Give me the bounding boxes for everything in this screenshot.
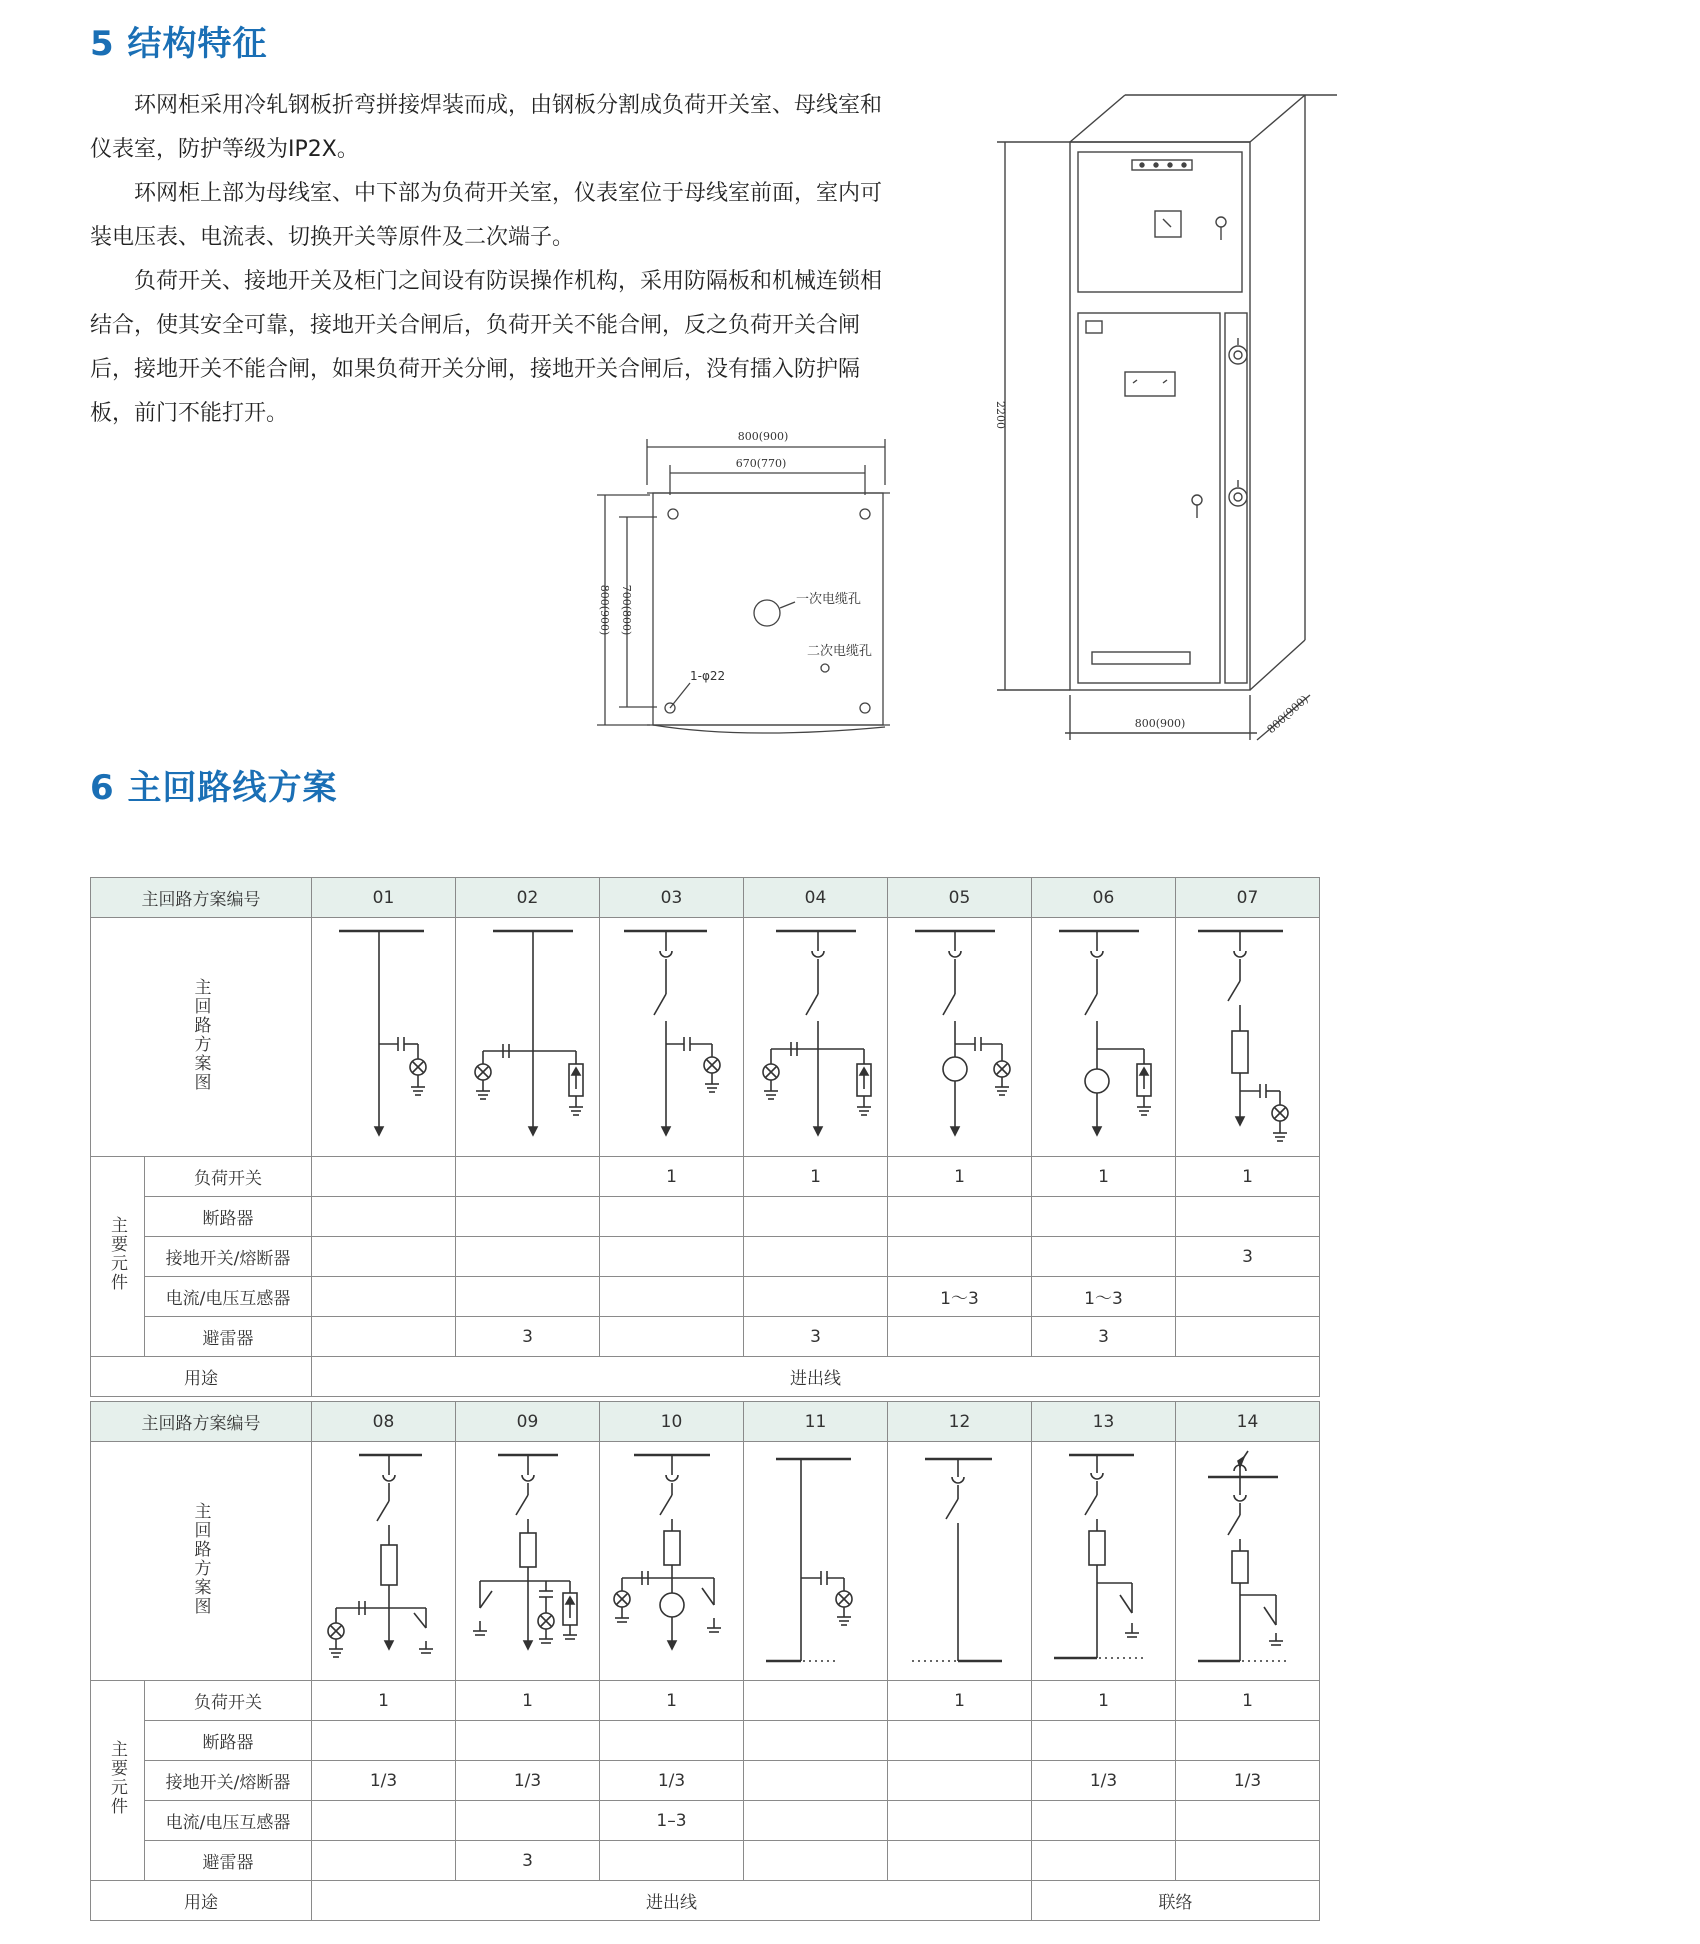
cell: 1 bbox=[312, 1681, 456, 1721]
diagram-label: 主回路方案图 bbox=[190, 977, 211, 1092]
cell: 1 bbox=[888, 1681, 1032, 1721]
dim-width-inner: 670(770) bbox=[735, 457, 787, 470]
circuit-diagram-04 bbox=[746, 919, 886, 1155]
cell bbox=[600, 1841, 744, 1881]
cell bbox=[1032, 1197, 1176, 1237]
cell: 1/3 bbox=[1176, 1761, 1320, 1801]
component-row-transformer bbox=[91, 1801, 1320, 1841]
scheme-number: 06 bbox=[1032, 878, 1176, 918]
circuit-diagram-02 bbox=[458, 919, 598, 1155]
row-label: 接地开关/熔断器 bbox=[145, 1237, 312, 1277]
circuit-diagram-06 bbox=[1034, 919, 1174, 1155]
cell bbox=[600, 1317, 744, 1357]
row-label: 电流/电压互感器 bbox=[145, 1801, 312, 1841]
circuit-diagram-08 bbox=[314, 1443, 454, 1679]
component-row-breaker bbox=[91, 1721, 1320, 1761]
usage-label: 用途 bbox=[91, 1357, 312, 1397]
cell bbox=[1032, 1237, 1176, 1277]
paragraph-2: 环网柜上部为母线室、中下部为负荷开关室，仪表室位于母线室前面，室内可装电压表、电流表、切换开关等原件及二次端子。 bbox=[90, 181, 883, 250]
scheme-number-row bbox=[91, 1402, 1320, 1442]
component-row-breaker bbox=[91, 1197, 1320, 1237]
section-5-body bbox=[90, 84, 890, 436]
usage-value: 进出线 bbox=[312, 1357, 1320, 1397]
cell bbox=[744, 1841, 888, 1881]
cell bbox=[888, 1801, 1032, 1841]
scheme-number: 13 bbox=[1032, 1402, 1176, 1442]
cell: 1 bbox=[888, 1157, 1032, 1197]
diagram-row bbox=[91, 1442, 1320, 1681]
cell bbox=[744, 1801, 888, 1841]
cabinet-front-drawing bbox=[985, 85, 1311, 755]
cell bbox=[312, 1277, 456, 1317]
row-label: 负荷开关 bbox=[145, 1681, 312, 1721]
cell bbox=[456, 1277, 600, 1317]
cell: 1/3 bbox=[1032, 1761, 1176, 1801]
components-label: 主要元件 bbox=[107, 1740, 127, 1816]
cell bbox=[600, 1721, 744, 1761]
usage-value-feeder: 进出线 bbox=[312, 1881, 1032, 1921]
row-label: 断路器 bbox=[145, 1721, 312, 1761]
row-label: 断路器 bbox=[145, 1197, 312, 1237]
circuit-diagram-11 bbox=[746, 1443, 886, 1679]
cell bbox=[456, 1157, 600, 1197]
row-label: 负荷开关 bbox=[145, 1157, 312, 1197]
cell: 1 bbox=[1176, 1157, 1320, 1197]
cell: 1 bbox=[600, 1681, 744, 1721]
cell bbox=[888, 1237, 1032, 1277]
scheme-number: 01 bbox=[312, 878, 456, 918]
cell bbox=[744, 1277, 888, 1317]
cell bbox=[600, 1277, 744, 1317]
dim-depth-outer: 800(900) bbox=[598, 584, 611, 636]
cell: 3 bbox=[744, 1317, 888, 1357]
paragraph-1: 环网柜采用冷轧钢板折弯拼接焊装而成，由钢板分割成负荷开关室、母线室和仪表室，防护等级为IP2X。 bbox=[90, 93, 883, 162]
scheme-number: 02 bbox=[456, 878, 600, 918]
section-5-title: 5 结构特征 bbox=[90, 24, 268, 64]
scheme-number: 11 bbox=[744, 1402, 888, 1442]
usage-row bbox=[91, 1881, 1320, 1921]
scheme-number: 04 bbox=[744, 878, 888, 918]
component-row-arrester bbox=[91, 1841, 1320, 1881]
cell bbox=[312, 1841, 456, 1881]
cell bbox=[1176, 1841, 1320, 1881]
scheme-number: 07 bbox=[1176, 878, 1320, 918]
circuit-diagram-07 bbox=[1178, 919, 1318, 1155]
cell: 1～3 bbox=[1032, 1277, 1176, 1317]
circuit-diagram-14 bbox=[1178, 1443, 1318, 1679]
cell bbox=[1032, 1801, 1176, 1841]
cell: 1–3 bbox=[600, 1801, 744, 1841]
cell: 1/3 bbox=[456, 1761, 600, 1801]
cell bbox=[600, 1197, 744, 1237]
circuit-diagram-01 bbox=[314, 919, 454, 1155]
scheme-number: 05 bbox=[888, 878, 1032, 918]
scheme-number: 14 bbox=[1176, 1402, 1320, 1442]
cell bbox=[744, 1197, 888, 1237]
scheme-number-label: 主回路方案编号 bbox=[91, 1402, 312, 1442]
row-label: 避雷器 bbox=[145, 1317, 312, 1357]
cell bbox=[744, 1721, 888, 1761]
cell bbox=[456, 1801, 600, 1841]
scheme-number-row bbox=[91, 878, 1320, 918]
label-secondary-cable-hole: 二次电缆孔 bbox=[807, 644, 873, 659]
cell: 3 bbox=[456, 1317, 600, 1357]
row-label: 避雷器 bbox=[145, 1841, 312, 1881]
dim-height: 2200 bbox=[994, 401, 1007, 429]
cell bbox=[312, 1237, 456, 1277]
usage-row bbox=[91, 1357, 1320, 1397]
cabinet-plan-drawing bbox=[595, 425, 895, 755]
scheme-number-label: 主回路方案编号 bbox=[91, 878, 312, 918]
scheme-table-2 bbox=[90, 1401, 1320, 1921]
cell bbox=[456, 1237, 600, 1277]
cell bbox=[744, 1761, 888, 1801]
cell bbox=[312, 1721, 456, 1761]
cell: 1/3 bbox=[312, 1761, 456, 1801]
circuit-diagram-13 bbox=[1034, 1443, 1174, 1679]
scheme-number: 10 bbox=[600, 1402, 744, 1442]
label-primary-cable-hole: 一次电缆孔 bbox=[796, 592, 862, 607]
cell bbox=[888, 1721, 1032, 1761]
circuit-diagram-09 bbox=[458, 1443, 598, 1679]
dim-width-outer: 800(900) bbox=[737, 430, 789, 443]
dim-depth: 800(900) bbox=[1264, 692, 1311, 737]
scheme-table-1 bbox=[90, 877, 1320, 1397]
cell bbox=[1176, 1721, 1320, 1761]
circuit-diagram-10 bbox=[602, 1443, 742, 1679]
paragraph-3: 负荷开关、接地开关及柜门之间设有防误操作机构，采用防隔板和机械连锁相结合，使其安全可靠，接地开关合闸后，负荷开关不能合闸，反之负荷开关合闸后，接地开关不能合闸，如果负荷开关分闸，接地开关合闸后，没有擂入防护隔板，前门不能打开。 bbox=[90, 269, 883, 426]
cell bbox=[456, 1721, 600, 1761]
circuit-diagram-05 bbox=[890, 919, 1030, 1155]
cell bbox=[744, 1681, 888, 1721]
cell bbox=[312, 1801, 456, 1841]
scheme-number: 12 bbox=[888, 1402, 1032, 1442]
section-6-title: 6 主回路线方案 bbox=[90, 768, 338, 808]
usage-label: 用途 bbox=[91, 1881, 312, 1921]
cell: 1 bbox=[1032, 1681, 1176, 1721]
cell: 3 bbox=[1032, 1317, 1176, 1357]
diagram-row bbox=[91, 918, 1320, 1157]
circuit-diagram-03 bbox=[602, 919, 742, 1155]
cell bbox=[1176, 1317, 1320, 1357]
cell bbox=[1032, 1721, 1176, 1761]
circuit-diagram-12 bbox=[890, 1443, 1030, 1679]
scheme-number: 09 bbox=[456, 1402, 600, 1442]
cell: 3 bbox=[456, 1841, 600, 1881]
row-label: 接地开关/熔断器 bbox=[145, 1761, 312, 1801]
cell: 1/3 bbox=[600, 1761, 744, 1801]
components-label: 主要元件 bbox=[107, 1216, 127, 1292]
cell bbox=[1176, 1197, 1320, 1237]
cell bbox=[600, 1237, 744, 1277]
cell: 1 bbox=[1032, 1157, 1176, 1197]
cell bbox=[888, 1761, 1032, 1801]
cell bbox=[312, 1317, 456, 1357]
cell bbox=[312, 1197, 456, 1237]
label-bolt-hole: 1-φ22 bbox=[690, 669, 726, 683]
dim-depth-inner: 700(800) bbox=[620, 584, 633, 636]
cell bbox=[888, 1841, 1032, 1881]
scheme-number: 03 bbox=[600, 878, 744, 918]
usage-value-tie: 联络 bbox=[1032, 1881, 1320, 1921]
cell bbox=[888, 1197, 1032, 1237]
scheme-number: 08 bbox=[312, 1402, 456, 1442]
cell: 1 bbox=[1176, 1681, 1320, 1721]
cell bbox=[744, 1237, 888, 1277]
cell bbox=[456, 1197, 600, 1237]
cell bbox=[1176, 1277, 1320, 1317]
component-row-load-switch bbox=[91, 1681, 1320, 1721]
diagram-label: 主回路方案图 bbox=[190, 1501, 211, 1616]
cell bbox=[312, 1157, 456, 1197]
component-row-arrester bbox=[91, 1317, 1320, 1357]
component-row-earthing-fuse bbox=[91, 1761, 1320, 1801]
cell: 1 bbox=[744, 1157, 888, 1197]
cell: 3 bbox=[1176, 1237, 1320, 1277]
cell: 1～3 bbox=[888, 1277, 1032, 1317]
cell bbox=[1032, 1841, 1176, 1881]
component-row-load-switch bbox=[91, 1157, 1320, 1197]
component-row-earthing-fuse bbox=[91, 1237, 1320, 1277]
cell: 1 bbox=[600, 1157, 744, 1197]
dim-width: 800(900) bbox=[1134, 717, 1186, 730]
cell bbox=[888, 1317, 1032, 1357]
component-row-transformer bbox=[91, 1277, 1320, 1317]
cell: 1 bbox=[456, 1681, 600, 1721]
cell bbox=[1176, 1801, 1320, 1841]
row-label: 电流/电压互感器 bbox=[145, 1277, 312, 1317]
